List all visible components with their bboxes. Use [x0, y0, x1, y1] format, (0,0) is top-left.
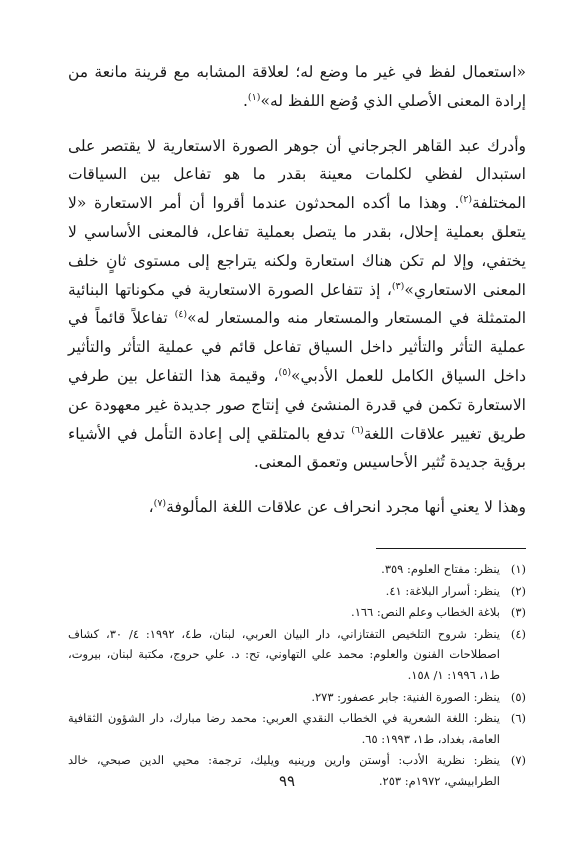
paragraph-text: «استعمال لفظ في غير ما وضع له؛ لعلاقة المشابه مع قرينة مانعة من إرادة المعنى الأصلي الذي وُضع اللفظ له»	[68, 63, 526, 110]
paragraph-jurjani	[68, 132, 526, 478]
footnote-text: ينظر: أسرار البلاغة: ٤١.	[385, 583, 500, 598]
footnote-text: ينظر: شروح التلخيص التفتازاني، دار البيان العربي، لبنان، ط٤، ١٩٩٢: ٤/ ٣٠، كشاف اصطلاحات الفنون والعلوم: محمد علي التهاوني، تح: د. علي حروج، مكتبة لبنان، بيروت، ط١، ١٩٩٦: ١/ ١٥٨.	[68, 626, 501, 682]
footnote-item	[68, 602, 526, 623]
paragraph-text: وهذا لا يعني أنها مجرد انحراف عن علاقات اللغة المألوفة	[166, 498, 526, 517]
page-number: ٩٩	[278, 772, 296, 790]
footnote-text: بلاغة الخطاب وعلم النص: ١٦٦.	[351, 605, 500, 620]
footnote-item	[68, 624, 526, 686]
footnote-item	[68, 687, 526, 708]
footnote-number: (٧)	[510, 753, 526, 768]
footnote-ref[interactable]: (٣)	[391, 280, 405, 292]
footnote-number: (٦)	[510, 711, 526, 726]
footnote-number: (٢)	[510, 583, 526, 598]
footnote-ref[interactable]: (١)	[247, 91, 261, 103]
footnote-ref[interactable]: (٥)	[278, 366, 292, 378]
footnote-ref[interactable]: (٧)	[153, 498, 167, 509]
footnote-text: ينظر: مفتاح العلوم: ٣٥٩.	[381, 561, 500, 576]
paragraph-text: تفاعلاً قائماً في عملية التأثر والتأثير داخل السياق تفاعل قائم في عملية التأثر والتأثير داخل السياق الكامل للعمل الأدبي»	[68, 309, 526, 385]
paragraph-text: تدفع بالمتلقي إلى إعادة التأمل في الأشياء برؤية جديدة تُثير الأحاسيس وتعمق المعنى.	[68, 424, 526, 472]
paragraph-text: ،	[148, 498, 154, 517]
page-body	[68, 58, 526, 792]
footnote-text: ينظر: نظرية الأدب: أوستن وارين ورينيه ويليك، ترجمة: محيي الدين صبحي، خالد الطرابيشي، ١٩٧٢م: ٢٥٣.	[68, 753, 500, 788]
footnote-text: ينظر: الصورة الفنية: جابر عصفور: ٢٧٣.	[311, 689, 500, 704]
paragraph-quote-definition	[68, 58, 526, 116]
footnote-divider	[376, 548, 526, 549]
footnotes-list	[68, 559, 526, 792]
footnote-item	[68, 581, 526, 602]
paragraph-text: ، إذ تتفاعل الصورة الاستعارية في مكوناتها البنائية المتمثلة في المستعار والمستعار منه والمستعار له»	[68, 280, 526, 328]
footnote-number: (٥)	[510, 689, 526, 704]
footnote-number: (١)	[510, 561, 526, 576]
paragraph-text: وأدرك عبد القاهر الجرجاني أن جوهر الصورة الاستعارية لا يقتصر على استبدال لفظي لكلمات معينة بقدر ما هو تفاعل بين السياقات المختلفة	[68, 136, 526, 213]
footnote-number: (٣)	[510, 605, 526, 620]
footnote-ref[interactable]: (٢)	[459, 194, 473, 206]
footnote-item	[68, 708, 526, 749]
footnote-ref[interactable]: (٦)	[351, 424, 364, 436]
paragraph-text: .	[242, 91, 248, 110]
paragraph-text: . وهذا ما أكده المحدثون عندما أقروا أن أمر الاستعارة «لا يتعلق بعملية إحلال، بقدر ما يتصل بعملية تفاعل، فالمعنى الأساسي لا يختفي، وإلا لم تكن هناك استعارة ولكنه يتراجع إلى مستوى ثانٍ خلف المعنى الاستعاري»	[68, 194, 526, 299]
footnote-ref[interactable]: (٤)	[174, 309, 188, 321]
footnote-number: (٤)	[510, 626, 526, 641]
footnote-item	[68, 559, 526, 580]
footnote-text: ينظر: اللغة الشعرية في الخطاب النقدي العربي: محمد رضا مبارك، دار الشؤون الثقافية العامة، بغداد، ط١، ١٩٩٣: ٦٥.	[68, 711, 500, 746]
paragraph-deviation	[68, 493, 526, 522]
paragraph-text: ، وقيمة هذا التفاعل بين طرفي الاستعارة تكمن في قدرة المنشئ في إنتاج صور جديدة غير معهودة عن طريق تغيير علاقات اللغة	[68, 366, 526, 443]
